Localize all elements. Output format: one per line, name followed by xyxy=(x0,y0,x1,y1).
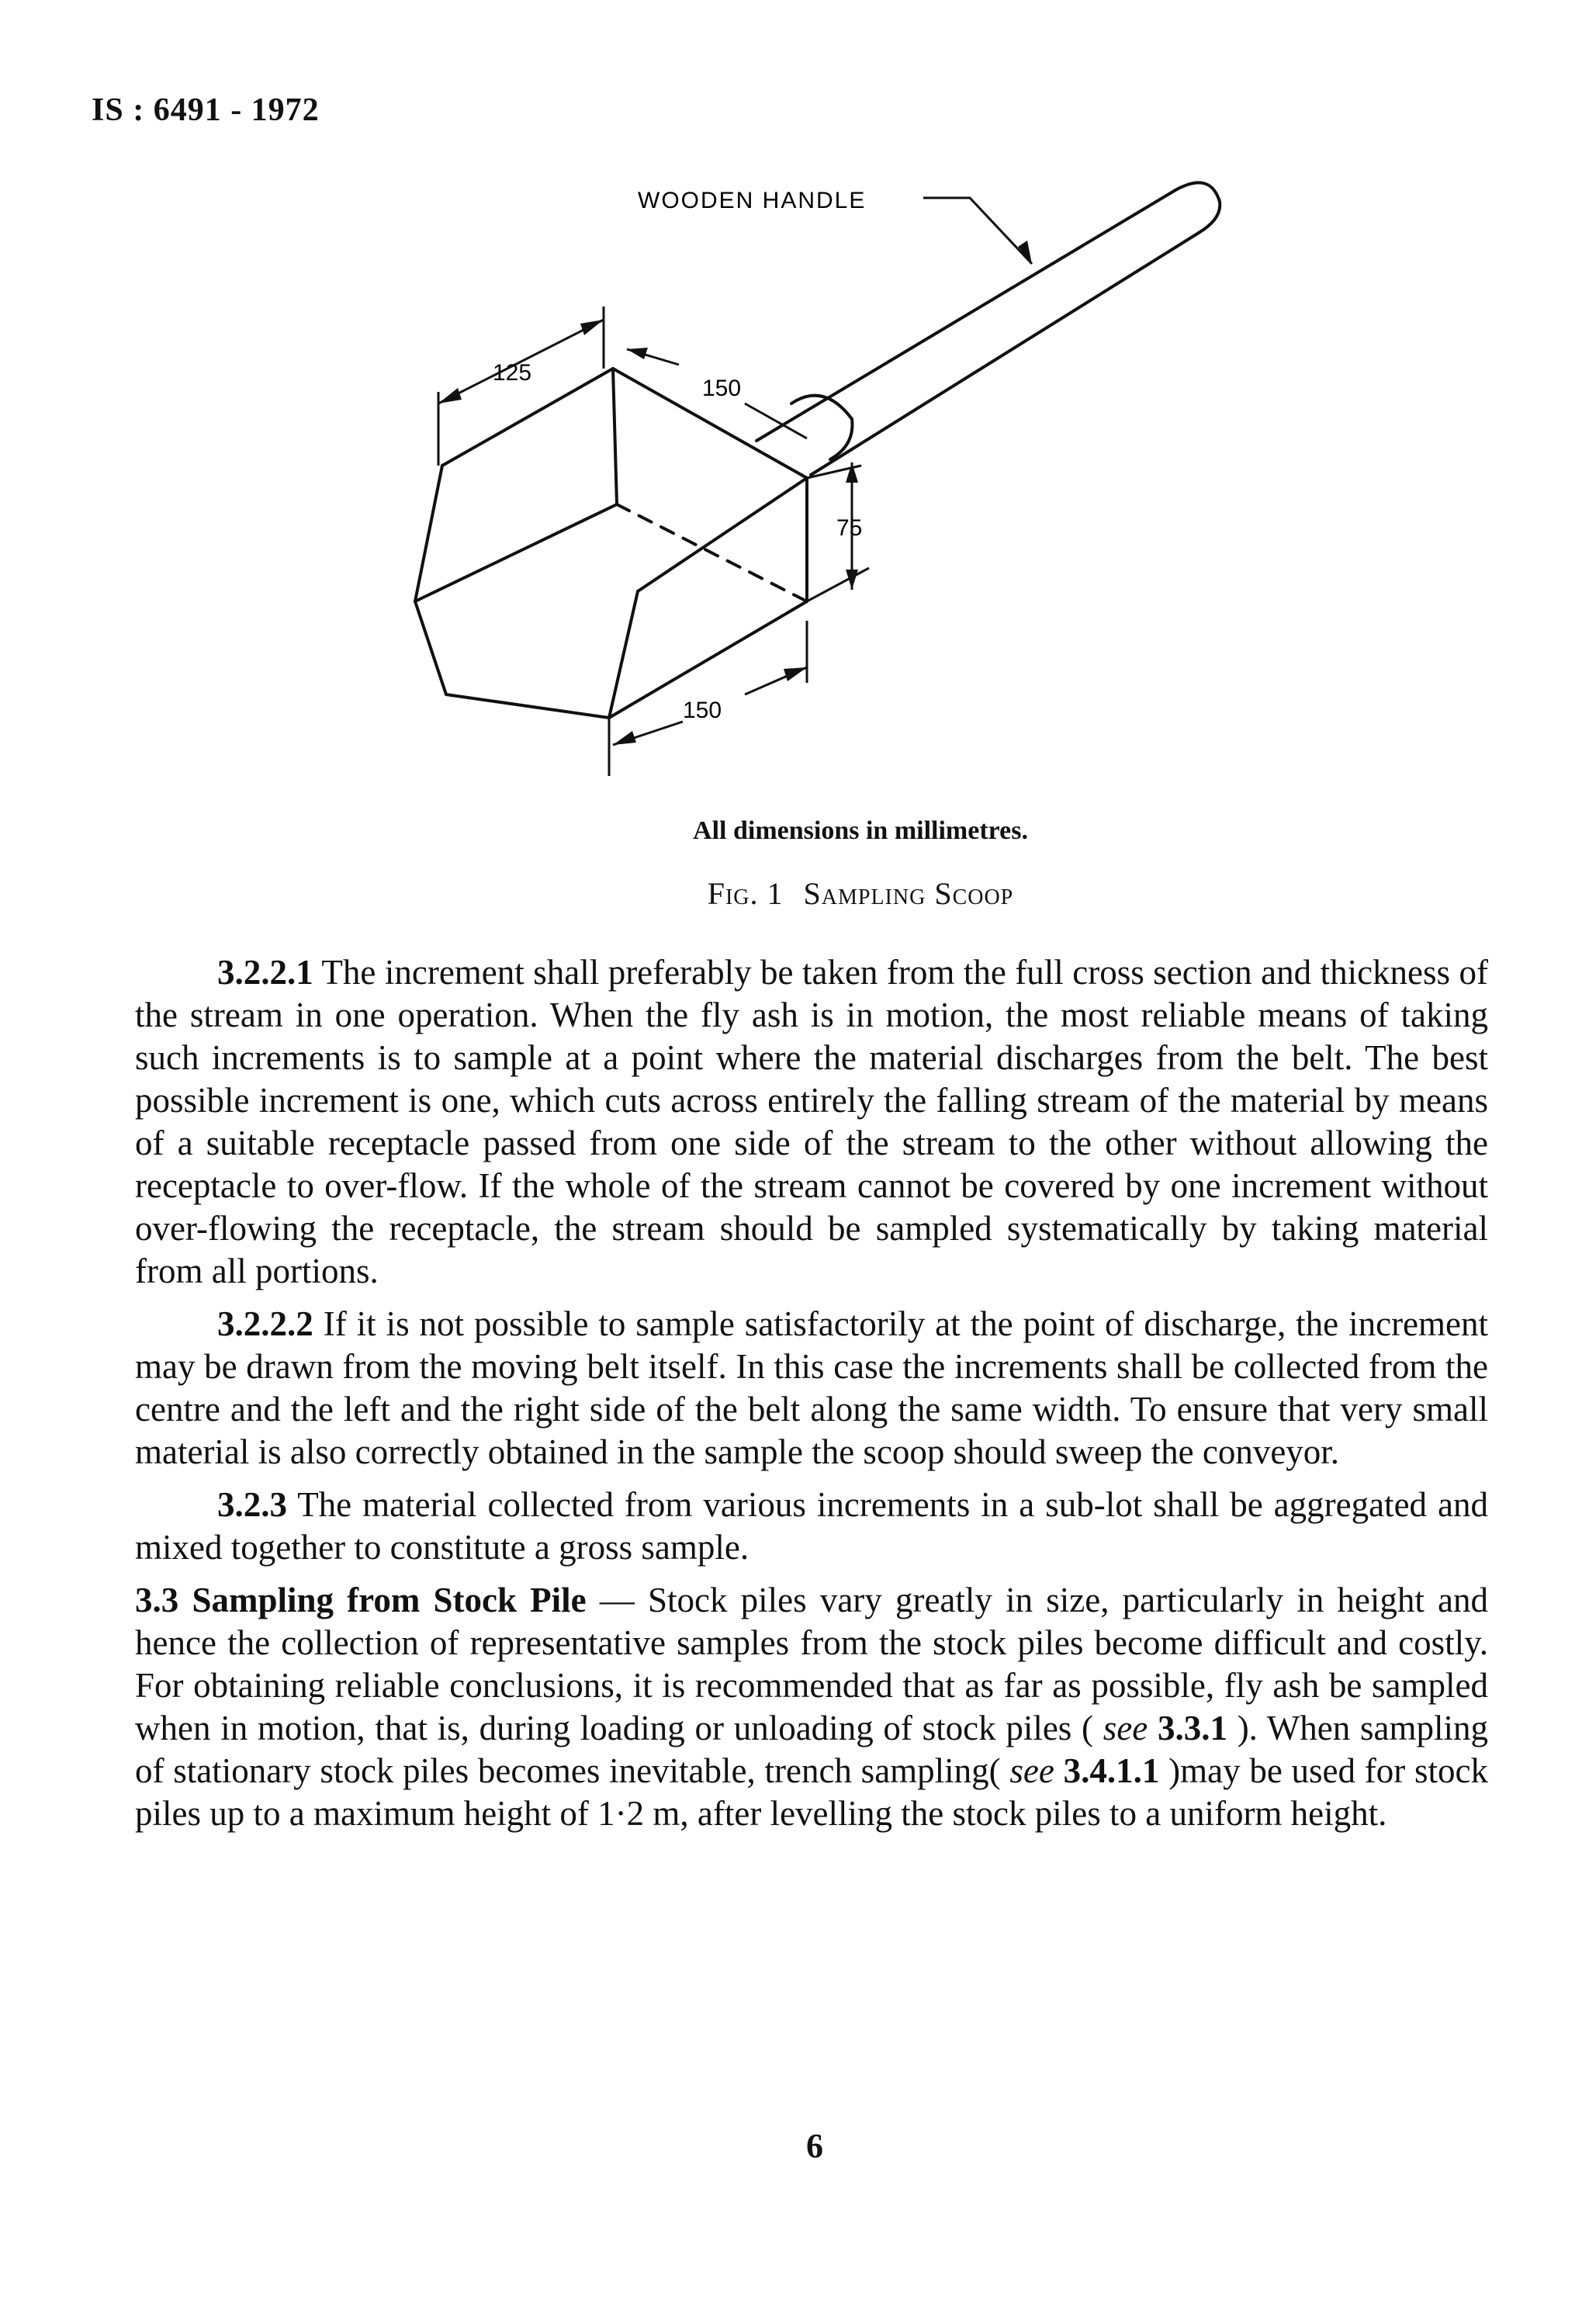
body-text xyxy=(135,951,1488,1845)
clause-3-2-2-1 xyxy=(135,951,1488,1293)
clause-text: If it is not possible to sample satisfactorily at the point of discharge, the increment may be drawn from the moving belt itself. In this case the increments shall be collected from the centre and the left and the right side of the belt along the same width. To ensure that very small material is also correctly obtained in the sample the scoop should sweep the conveyor. xyxy=(135,1304,1489,1471)
dim-125-label: 125 xyxy=(493,360,532,386)
figure-title: Sampling Scoop xyxy=(803,876,1014,911)
scoop-right-side xyxy=(609,591,638,718)
clause-3-2-3 xyxy=(135,1484,1488,1569)
figure-number: Fig. 1 xyxy=(707,876,784,911)
see-ref-2: see xyxy=(1009,1751,1054,1790)
clause-number: 3.2.3 xyxy=(217,1485,287,1524)
page-number: 6 xyxy=(806,2127,823,2165)
handle-leader xyxy=(923,198,1032,264)
figure-note: All dimensions in millimetres. xyxy=(693,816,1028,845)
handle-outline xyxy=(756,182,1220,475)
figure-caption xyxy=(0,875,1589,912)
clause-number: 3.2.2.1 xyxy=(217,953,313,992)
handle-label: WOODEN HANDLE xyxy=(638,188,867,213)
clause-number: 3.2.2.2 xyxy=(217,1304,313,1343)
clause-text-part3: )may be used for stock piles up to a maximum height of 1·2 m, after levelling the stock piles to a uniform height. xyxy=(135,1751,1488,1833)
scoop-drawing xyxy=(0,0,1589,931)
dim-150-bottom-label: 150 xyxy=(683,698,722,723)
scoop-front-lip xyxy=(415,601,609,718)
clause-text: The increment shall preferably be taken from the full cross section and thickness of the stream in one operation. When the fly ash is in motion, the most reliable means of taking such increments is to sample at a point where the material discharges from the belt. The best possible increment is one, which cuts across entirely the falling stream of the material by means of a suitable receptacle passed from one side of the stream to the other without allowing the receptacle to over-flow. If the whole of the stream cannot be covered by one increment without over-flowing the receptacle, the stream should be sampled systematically by taking material from all portions. xyxy=(135,953,1489,1290)
dim-75-label: 75 xyxy=(836,515,863,541)
handle-collar xyxy=(791,396,852,459)
clause-3-3 xyxy=(135,1579,1488,1835)
clause-number: 3.3 xyxy=(135,1581,179,1619)
clause-3-2-2-2 xyxy=(135,1303,1488,1474)
standard-number: IS : 6491 - 1972 xyxy=(92,92,320,128)
sampling-scoop-figure xyxy=(0,0,1589,931)
clause-heading: Sampling from Stock Pile xyxy=(192,1581,587,1619)
clause-text: The material collected from various increments in a sub-lot shall be aggregated and mixed together to constitute a gross sample. xyxy=(135,1485,1488,1567)
see-ref-1: see xyxy=(1103,1709,1148,1747)
clause-ref-2: 3.4.1.1 xyxy=(1063,1751,1160,1790)
clause-text-part1: Stock piles vary greatly in size, particularly in height and hence the collection of representative samples from the stock piles become difficult and costly. For obtaining reliable conclusions, it is recommended that as far as possible, fly ash be sampled when in motion, that is, during loading or unloading of stock piles ( xyxy=(135,1581,1489,1747)
scoop-left-side xyxy=(415,466,442,601)
dim-150-top-label: 150 xyxy=(702,376,742,401)
clause-dash: — xyxy=(586,1581,648,1619)
scoop-floor-edge xyxy=(613,369,617,504)
clause-text-part2: ). When sampling of stationary stock piles becomes inevitable, trench sampling( xyxy=(135,1709,1489,1790)
clause-ref-1: 3.3.1 xyxy=(1157,1709,1227,1747)
